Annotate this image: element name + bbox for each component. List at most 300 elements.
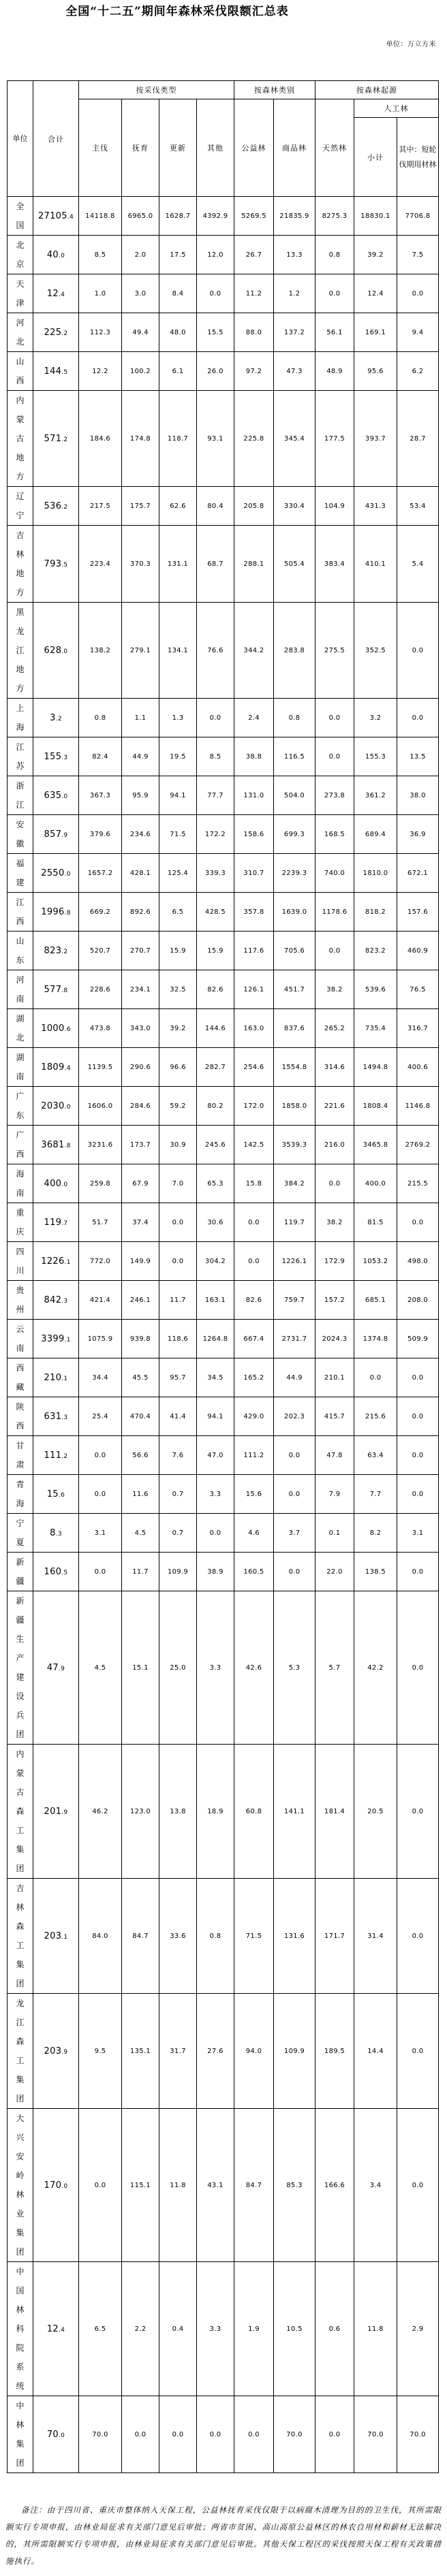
value-cell: 166.6: [315, 2109, 354, 2262]
header-by-forest-category: 按森林类别: [234, 81, 315, 99]
value-cell: 37.4: [122, 1203, 159, 1242]
value-cell: 1146.8: [397, 1087, 439, 1126]
value-cell: 383.4: [315, 526, 354, 603]
value-cell: 1264.8: [197, 1320, 234, 1358]
value-cell: 415.7: [315, 1397, 354, 1436]
value-cell: 80.2: [197, 1087, 234, 1126]
value-cell: 169.1: [354, 313, 397, 352]
table-row: [7, 2262, 439, 2396]
total-cell: 3399.1: [33, 1320, 79, 1358]
value-cell: 215.5: [397, 1164, 439, 1203]
value-cell: 7.0: [159, 1164, 197, 1203]
total-cell: 111.2: [33, 1436, 79, 1475]
value-cell: 1226.1: [274, 1242, 315, 1281]
value-cell: 11.7: [159, 1281, 197, 1320]
value-cell: 460.9: [397, 932, 439, 970]
value-cell: 181.4: [315, 1745, 354, 1879]
value-cell: 290.6: [122, 1048, 159, 1087]
value-cell: 223.4: [79, 526, 122, 603]
unit-cell: 上 海: [7, 699, 33, 737]
unit-cell: 中 林 集 团: [7, 2396, 33, 2473]
summary-table: [7, 80, 439, 2473]
value-cell: 1494.8: [354, 1048, 397, 1087]
value-cell: 48.0: [159, 313, 197, 352]
value-cell: 96.6: [159, 1048, 197, 1087]
total-cell: 1226.1: [33, 1242, 79, 1281]
total-cell: 1996.8: [33, 893, 79, 932]
value-cell: 109.9: [159, 1553, 197, 1591]
value-cell: 2.9: [397, 2262, 439, 2396]
value-cell: 14.4: [354, 1994, 397, 2109]
value-cell: 246.1: [122, 1281, 159, 1320]
total-cell: 628.0: [33, 603, 79, 699]
total-cell: 70.0: [33, 2396, 79, 2473]
value-cell: 56.6: [122, 1436, 159, 1475]
value-cell: 160.5: [234, 1553, 274, 1591]
value-cell: 11.2: [234, 274, 274, 313]
value-cell: 202.3: [274, 1397, 315, 1436]
value-cell: 0.0: [234, 1203, 274, 1242]
total-cell: 210.1: [33, 1358, 79, 1397]
value-cell: 51.7: [79, 1203, 122, 1242]
value-cell: 20.5: [354, 1745, 397, 1879]
value-cell: 288.1: [234, 526, 274, 603]
value-cell: 283.8: [274, 603, 315, 699]
value-cell: 428.5: [197, 893, 234, 932]
value-cell: 0.0: [197, 1514, 234, 1553]
value-cell: 7.5: [397, 236, 439, 274]
total-cell: 160.5: [33, 1553, 79, 1591]
value-cell: 8.2: [354, 1514, 397, 1553]
unit-cell: 四 川: [7, 1242, 33, 1281]
value-cell: 1657.2: [79, 854, 122, 893]
value-cell: 15.8: [234, 1164, 274, 1203]
unit-cell: 湖 北: [7, 1009, 33, 1048]
value-cell: 421.4: [79, 1281, 122, 1320]
value-cell: 344.2: [234, 603, 274, 699]
value-cell: 3.3: [197, 1475, 234, 1514]
unit-cell: 江 苏: [7, 737, 33, 776]
value-cell: 3539.3: [274, 1126, 315, 1164]
value-cell: 772.0: [79, 1242, 122, 1281]
value-cell: 8275.3: [315, 197, 354, 236]
value-cell: 0.7: [159, 1475, 197, 1514]
table-row: [7, 854, 439, 893]
value-cell: 400.0: [354, 1164, 397, 1203]
unit-cell: 云 南: [7, 1320, 33, 1358]
table-body: [7, 197, 439, 2473]
value-cell: 451.7: [274, 970, 315, 1009]
value-cell: 85.3: [274, 2109, 315, 2262]
value-cell: 11.6: [122, 1475, 159, 1514]
value-cell: 47.8: [315, 1436, 354, 1475]
value-cell: 210.1: [315, 1358, 354, 1397]
value-cell: 38.0: [397, 776, 439, 815]
value-cell: 88.0: [234, 313, 274, 352]
value-cell: 3.3: [197, 2262, 234, 2396]
unit-cell: 广 西: [7, 1126, 33, 1164]
value-cell: 53.4: [397, 487, 439, 526]
value-cell: 109.9: [274, 1994, 315, 2109]
value-cell: 32.5: [159, 970, 197, 1009]
value-cell: 155.3: [354, 737, 397, 776]
total-cell: 577.8: [33, 970, 79, 1009]
value-cell: 173.7: [122, 1126, 159, 1164]
total-cell: 631.3: [33, 1397, 79, 1436]
unit-cell: 重 庆: [7, 1203, 33, 1242]
value-cell: 174.8: [122, 391, 159, 487]
value-cell: 42.6: [234, 1591, 274, 1745]
value-cell: 0.0: [397, 1745, 439, 1879]
value-cell: 275.5: [315, 603, 354, 699]
header-row-groups: [7, 81, 439, 99]
value-cell: 49.4: [122, 313, 159, 352]
value-cell: 94.1: [159, 776, 197, 815]
value-cell: 316.7: [397, 1009, 439, 1048]
value-cell: 2731.7: [274, 1320, 315, 1358]
value-cell: 31.4: [354, 1879, 397, 1994]
value-cell: 0.0: [315, 699, 354, 737]
header-by-cut-type: 按采伐类型: [79, 81, 234, 99]
header-public-welfare-forest: 公益林: [234, 99, 274, 197]
value-cell: 48.9: [315, 352, 354, 391]
unit-cell: 新 疆 生 产 建 设 兵 团: [7, 1591, 33, 1745]
value-cell: 6.5: [79, 2262, 122, 2396]
value-cell: 3465.8: [354, 1126, 397, 1164]
unit-cell: 西 藏: [7, 1358, 33, 1397]
value-cell: 118.6: [159, 1320, 197, 1358]
value-cell: 6965.0: [122, 197, 159, 236]
value-cell: 939.8: [122, 1320, 159, 1358]
value-cell: 15.6: [234, 1475, 274, 1514]
value-cell: 470.4: [122, 1397, 159, 1436]
unit-cell: 宁 夏: [7, 1514, 33, 1553]
value-cell: 254.6: [234, 1048, 274, 1087]
table-row: [7, 1320, 439, 1358]
value-cell: 14118.8: [79, 197, 122, 236]
value-cell: 189.5: [315, 1994, 354, 2109]
value-cell: 0.0: [122, 2396, 159, 2473]
value-cell: 17.5: [159, 236, 197, 274]
value-cell: 0.0: [197, 2396, 234, 2473]
value-cell: 330.4: [274, 487, 315, 526]
value-cell: 370.3: [122, 526, 159, 603]
table-row: [7, 1126, 439, 1164]
value-cell: 11.8: [354, 2262, 397, 2396]
value-cell: 284.6: [122, 1087, 159, 1126]
table-row: [7, 970, 439, 1009]
unit-cell: 内 蒙 古 地 方: [7, 391, 33, 487]
unit-cell: 甘 肃: [7, 1436, 33, 1475]
value-cell: 36.9: [397, 815, 439, 854]
value-cell: 8.4: [159, 274, 197, 313]
value-cell: 134.1: [159, 603, 197, 699]
value-cell: 735.4: [354, 1009, 397, 1048]
value-cell: 1858.0: [274, 1087, 315, 1126]
value-cell: 3.0: [122, 274, 159, 313]
value-cell: 82.6: [197, 970, 234, 1009]
total-cell: 225.2: [33, 313, 79, 352]
value-cell: 539.6: [354, 970, 397, 1009]
value-cell: 357.8: [234, 893, 274, 932]
value-cell: 0.0: [397, 1591, 439, 1745]
value-cell: 685.1: [354, 1281, 397, 1320]
value-cell: 0.1: [315, 1514, 354, 1553]
value-cell: 18830.1: [354, 197, 397, 236]
value-cell: 44.9: [122, 737, 159, 776]
value-cell: 15.1: [122, 1591, 159, 1745]
value-cell: 26.0: [197, 352, 234, 391]
table-row: [7, 197, 439, 236]
value-cell: 1.9: [234, 2262, 274, 2396]
value-cell: 0.0: [397, 699, 439, 737]
value-cell: 95.6: [354, 352, 397, 391]
value-cell: 265.2: [315, 1009, 354, 1048]
value-cell: 0.0: [79, 2109, 122, 2262]
header-by-forest-origin: 按森林起源: [315, 81, 439, 99]
value-cell: 0.0: [274, 1553, 315, 1591]
value-cell: 142.5: [234, 1126, 274, 1164]
value-cell: 1.3: [159, 699, 197, 737]
unit-cell: 河 南: [7, 970, 33, 1009]
table-row: [7, 1553, 439, 1591]
value-cell: 158.6: [234, 815, 274, 854]
value-cell: 0.7: [159, 1514, 197, 1553]
value-cell: 393.7: [354, 391, 397, 487]
table-row: [7, 1994, 439, 2109]
unit-cell: 中 国 林 科 院 系 统: [7, 2262, 33, 2396]
header-planted-subtotal: 小计: [354, 118, 397, 197]
value-cell: 339.3: [197, 854, 234, 893]
total-cell: 201.9: [33, 1745, 79, 1879]
value-cell: 118.7: [159, 391, 197, 487]
total-cell: 170.0: [33, 2109, 79, 2262]
value-cell: 104.9: [315, 487, 354, 526]
value-cell: 9.4: [397, 313, 439, 352]
value-cell: 0.0: [315, 2396, 354, 2473]
value-cell: 71.5: [159, 815, 197, 854]
total-cell: 8.3: [33, 1514, 79, 1553]
value-cell: 45.5: [122, 1358, 159, 1397]
value-cell: 0.0: [315, 737, 354, 776]
header-total: 合计: [33, 81, 79, 197]
total-cell: 1000.6: [33, 1009, 79, 1048]
value-cell: 81.5: [354, 1203, 397, 1242]
value-cell: 94.1: [197, 1397, 234, 1436]
value-cell: 2.2: [122, 2262, 159, 2396]
value-cell: 0.0: [315, 274, 354, 313]
value-cell: 94.0: [234, 1994, 274, 2109]
unit-cell: 安 徽: [7, 815, 33, 854]
value-cell: 31.7: [159, 1994, 197, 2109]
unit-cell: 广 东: [7, 1087, 33, 1126]
table-row: [7, 1087, 439, 1126]
value-cell: 1374.8: [354, 1320, 397, 1358]
value-cell: 71.5: [234, 1879, 274, 1994]
table-row: [7, 1281, 439, 1320]
value-cell: 0.8: [274, 699, 315, 737]
unit-cell: 北 京: [7, 236, 33, 274]
value-cell: 47.0: [197, 1436, 234, 1475]
total-cell: 47.9: [33, 1591, 79, 1745]
value-cell: 33.6: [159, 1879, 197, 1994]
table-row: [7, 236, 439, 274]
total-cell: 635.0: [33, 776, 79, 815]
value-cell: 15.9: [159, 932, 197, 970]
value-cell: 28.7: [397, 391, 439, 487]
value-cell: 505.4: [274, 526, 315, 603]
value-cell: 77.7: [197, 776, 234, 815]
value-cell: 12.4: [354, 274, 397, 313]
table-row: [7, 2396, 439, 2473]
value-cell: 82.6: [234, 1281, 274, 1320]
value-cell: 4392.9: [197, 197, 234, 236]
header-regeneration: 更新: [159, 99, 197, 197]
value-cell: 273.8: [315, 776, 354, 815]
header-planted-forest: 人工林: [354, 99, 439, 118]
table-row: [7, 776, 439, 815]
value-cell: 26.7: [234, 236, 274, 274]
value-cell: 0.0: [397, 1397, 439, 1436]
value-cell: 15.9: [197, 932, 234, 970]
value-cell: 25.4: [79, 1397, 122, 1436]
table-row: [7, 526, 439, 603]
value-cell: 21835.9: [274, 197, 315, 236]
unit-cell: 大 兴 安 岭 林 业 集 团: [7, 2109, 33, 2262]
value-cell: 228.6: [79, 970, 122, 1009]
unit-cell: 辽 宁: [7, 487, 33, 526]
total-cell: 144.5: [33, 352, 79, 391]
value-cell: 30.9: [159, 1126, 197, 1164]
value-cell: 70.0: [274, 2396, 315, 2473]
value-cell: 0.0: [274, 1475, 315, 1514]
value-cell: 689.4: [354, 815, 397, 854]
value-cell: 205.8: [234, 487, 274, 526]
value-cell: 13.3: [274, 236, 315, 274]
unit-cell: 河 北: [7, 313, 33, 352]
table-row: [7, 1436, 439, 1475]
table-row: [7, 2109, 439, 2262]
value-cell: 6.5: [159, 893, 197, 932]
value-cell: 67.9: [122, 1164, 159, 1203]
table-row: [7, 1164, 439, 1203]
value-cell: 168.5: [315, 815, 354, 854]
value-cell: 34.5: [197, 1358, 234, 1397]
value-cell: 6.2: [397, 352, 439, 391]
value-cell: 361.2: [354, 776, 397, 815]
value-cell: 39.2: [159, 1009, 197, 1048]
value-cell: 245.6: [197, 1126, 234, 1164]
value-cell: 93.1: [197, 391, 234, 487]
table-row: [7, 1514, 439, 1553]
unit-cell: 内 蒙 古 森 工 集 团: [7, 1745, 33, 1879]
value-cell: 8.5: [197, 737, 234, 776]
value-cell: 7.9: [315, 1475, 354, 1514]
value-cell: 234.1: [122, 970, 159, 1009]
value-cell: 509.9: [397, 1320, 439, 1358]
total-cell: 857.9: [33, 815, 79, 854]
value-cell: 44.9: [274, 1358, 315, 1397]
header-natural-forest: 天然林: [315, 99, 354, 197]
unit-cell: 吉 林 地 方: [7, 526, 33, 603]
value-cell: 1.0: [79, 274, 122, 313]
unit-cell: 黑 龙 江 地 方: [7, 603, 33, 699]
unit-cell: 吉 林 森 工 集 团: [7, 1879, 33, 1994]
value-cell: 0.0: [354, 1358, 397, 1397]
value-cell: 343.0: [122, 1009, 159, 1048]
value-cell: 131.6: [274, 1879, 315, 1994]
table-row: [7, 1475, 439, 1514]
value-cell: 705.6: [274, 932, 315, 970]
value-cell: 0.0: [397, 1879, 439, 1994]
value-cell: 1606.0: [79, 1087, 122, 1126]
value-cell: 5.4: [397, 526, 439, 603]
total-cell: 3681.8: [33, 1126, 79, 1164]
value-cell: 171.7: [315, 1879, 354, 1994]
table-row: [7, 352, 439, 391]
value-cell: 345.4: [274, 391, 315, 487]
value-cell: 165.2: [234, 1358, 274, 1397]
table-row: [7, 1591, 439, 1745]
table-row: [7, 1048, 439, 1087]
value-cell: 9.5: [79, 1994, 122, 2109]
value-cell: 4.5: [79, 1591, 122, 1745]
value-cell: 6.1: [159, 352, 197, 391]
value-cell: 5269.5: [234, 197, 274, 236]
value-cell: 172.0: [234, 1087, 274, 1126]
value-cell: 1139.5: [79, 1048, 122, 1087]
value-cell: 837.6: [274, 1009, 315, 1048]
table-row: [7, 815, 439, 854]
table-row: [7, 1745, 439, 1879]
value-cell: 2769.2: [397, 1126, 439, 1164]
total-cell: 40.0: [33, 236, 79, 274]
value-cell: 216.0: [315, 1126, 354, 1164]
value-cell: 3.7: [274, 1514, 315, 1553]
value-cell: 126.1: [234, 970, 274, 1009]
value-cell: 84.7: [122, 1879, 159, 1994]
unit-cell: 湖 南: [7, 1048, 33, 1087]
value-cell: 208.0: [397, 1281, 439, 1320]
value-cell: 95.7: [159, 1358, 197, 1397]
value-cell: 215.6: [354, 1397, 397, 1436]
value-cell: 0.0: [397, 1358, 439, 1397]
value-cell: 0.0: [397, 274, 439, 313]
value-cell: 0.0: [397, 1436, 439, 1475]
value-cell: 2239.3: [274, 854, 315, 893]
value-cell: 13.5: [397, 737, 439, 776]
value-cell: 3231.6: [79, 1126, 122, 1164]
value-cell: 97.2: [234, 352, 274, 391]
table-row: [7, 1879, 439, 1994]
value-cell: 141.1: [274, 1745, 315, 1879]
value-cell: 3.3: [197, 1591, 234, 1745]
total-cell: 12.4: [33, 2262, 79, 2396]
total-cell: 203.9: [33, 1994, 79, 2109]
value-cell: 112.3: [79, 313, 122, 352]
value-cell: 304.2: [197, 1242, 234, 1281]
total-cell: 155.3: [33, 737, 79, 776]
value-cell: 116.5: [274, 737, 315, 776]
value-cell: 310.7: [234, 854, 274, 893]
table-row: [7, 313, 439, 352]
value-cell: 38.9: [197, 1553, 234, 1591]
unit-cell: 龙 江 森 工 集 团: [7, 1994, 33, 2109]
value-cell: 19.5: [159, 737, 197, 776]
value-cell: 259.8: [79, 1164, 122, 1203]
value-cell: 1554.8: [274, 1048, 315, 1087]
unit-cell: 浙 江: [7, 776, 33, 815]
